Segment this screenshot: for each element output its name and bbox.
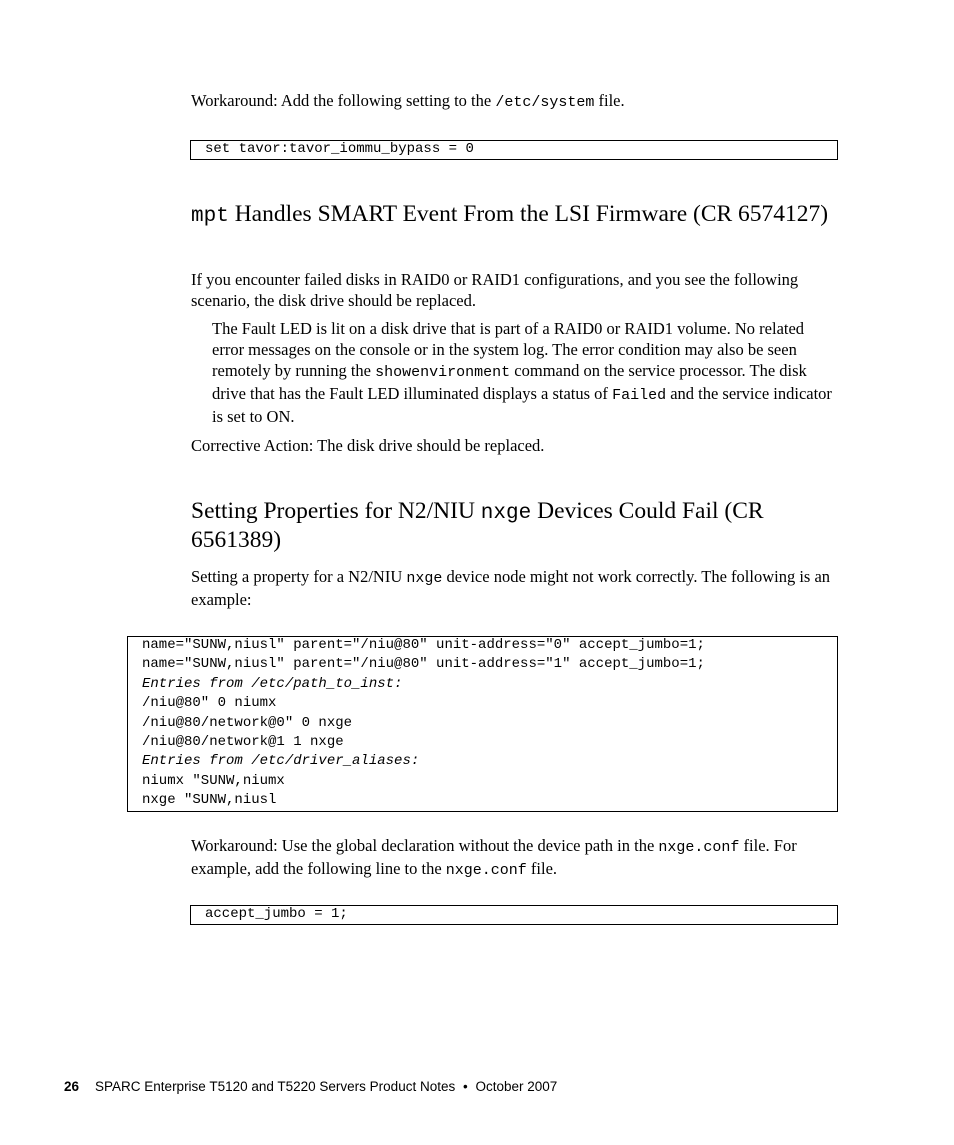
code-comment: Entries from /etc/path_to_inst:	[142, 675, 403, 692]
code-line: niumx "SUNW,niumx	[142, 772, 285, 789]
nxge-code: nxge	[406, 570, 443, 587]
footer-bullet: •	[463, 1079, 468, 1094]
section2-intro	[191, 566, 837, 610]
workaround2-text-3: file.	[526, 859, 558, 878]
section-heading-nxge	[191, 498, 831, 554]
etc-system-path: /etc/system	[495, 94, 595, 111]
showenvironment-command: showenvironment	[375, 364, 511, 381]
workaround2-text-2: file. For example, add the following line to the	[191, 836, 797, 878]
heading-code: nxge	[480, 502, 532, 525]
heading-text: Handles SMART Event From the LSI Firmware (CR 6574127)	[228, 201, 829, 227]
workaround2-text-1: Workaround: Use the global declaration without the device path in the	[191, 836, 659, 855]
heading-code: mpt	[191, 205, 229, 228]
footer-date: October 2007	[475, 1079, 558, 1094]
workaround2-paragraph	[191, 835, 837, 881]
page-number: 26	[64, 1079, 80, 1094]
failed-status: Failed	[612, 387, 667, 404]
code-box-example	[127, 636, 838, 812]
workaround-text: Workaround: Add the following setting to the	[191, 91, 496, 110]
footer-title: SPARC Enterprise T5120 and T5220 Servers Product Notes	[95, 1079, 456, 1094]
heading-text: Setting Properties for N2/NIU	[191, 498, 481, 524]
code-line: nxge "SUNW,niusl	[142, 792, 277, 809]
code-line: name="SUNW,niusl" parent="/niu@80" unit-address="0" accept_jumbo=1;	[142, 637, 705, 653]
code-line: set tavor:tavor_iommu_bypass = 0	[205, 141, 474, 157]
code-line: /niu@80/network@1 1 nxge	[142, 734, 344, 751]
code-box-jumbo	[190, 905, 838, 925]
code-comment: Entries from /etc/driver_aliases:	[142, 753, 420, 770]
corrective-action: Corrective Action: The disk drive should be replaced.	[191, 436, 545, 455]
code-line: name="SUNW,niusl" parent="/niu@80" unit-address="1" accept_jumbo=1;	[142, 656, 705, 673]
code-line: /niu@80/network@0" 0 nxge	[142, 714, 353, 731]
code-lines	[142, 636, 705, 811]
nxge-conf-file: nxge.conf	[445, 862, 527, 879]
scenario-text-2: command on the service processor. The disk drive that has the Fault LED illuminated displays a status of	[212, 361, 807, 403]
intro-text-end: device node might not work correctly. The following is an example:	[191, 567, 831, 609]
section-heading-mpt	[191, 201, 831, 230]
page-footer	[64, 1079, 557, 1095]
fault-scenario	[212, 318, 837, 427]
workaround-text-end: file.	[594, 91, 625, 110]
intro-text: Setting a property for a N2/NIU	[191, 567, 407, 586]
scenario-text-3: and the service indicator is set to ON.	[212, 384, 832, 426]
code-line: accept_jumbo = 1;	[205, 906, 348, 922]
nxge-conf-file: nxge.conf	[658, 839, 740, 856]
heading-text-end: Devices Could Fail (CR 6561389)	[191, 498, 764, 553]
code-box-tavor	[190, 140, 838, 160]
workaround-paragraph	[191, 90, 837, 113]
section1-intro: If you encounter failed disks in RAID0 or RAID1 configurations, and you see the following scenario, the disk drive should be replaced.	[191, 270, 799, 310]
code-line: /niu@80" 0 niumx	[142, 695, 277, 712]
scenario-text-1: The Fault LED is lit on a disk drive that is part of a RAID0 or RAID1 volume. No related error messages on the console or in the system log. The error condition may also be seen remotely by running the	[212, 319, 805, 380]
